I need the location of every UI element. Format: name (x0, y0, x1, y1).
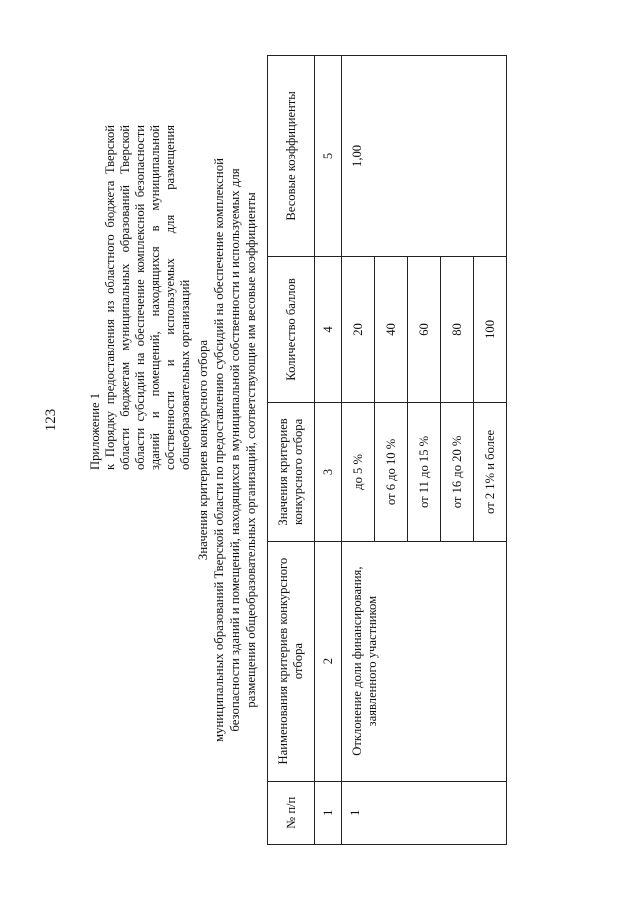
points-value: 80 (441, 256, 474, 402)
header-criterion-name: Наименования критериев конкурсного отбора (268, 541, 315, 781)
criterion-value: от 6 до 10 % (375, 403, 408, 542)
criterion-value: от 16 до 20 % (441, 403, 474, 542)
heading-title: Значения критериев конкурсного отбора (196, 339, 210, 561)
points-value: 20 (342, 256, 375, 402)
header-number: № п/п (268, 781, 315, 844)
column-number: 4 (315, 256, 342, 402)
header-criterion-values: Значения критериев конкурсного отбора (268, 403, 315, 542)
column-number: 3 (315, 403, 342, 542)
criteria-table (267, 55, 507, 845)
weight-coefficient: 1,00 (342, 56, 507, 257)
heading-subtitle: муниципальных образований Тверской области по предоставлению субсидий на обеспечение комплексной безопасности зданий и помещений, находящихся в муниципальной собственности и используемых для размещения общеобразовательных организаций, соответствующие им весовые коэффициенты (212, 158, 258, 742)
annex-block (88, 125, 193, 470)
column-number-row (315, 56, 342, 845)
row-number: 1 (342, 781, 507, 844)
column-number: 1 (315, 781, 342, 844)
table-row (342, 56, 375, 845)
rotated-page-content (78, 55, 497, 845)
header-weights: Весовые коэффициенты (268, 56, 315, 257)
criterion-value: до 5 % (342, 403, 375, 542)
document-heading (195, 55, 259, 845)
page-number: 123 (43, 408, 59, 432)
points-value: 100 (474, 256, 507, 402)
annex-text: к Порядку предоставления из областного бюджета Тверской области бюджетам муниципальных образований Тверской области субсидий на обеспечение комплексной безопасности зданий и помещений, находящихся в муниципальной собственности и используемых для размещения общеобразовательных организаций (103, 125, 192, 470)
header-points: Количество баллов (268, 256, 315, 402)
points-value: 40 (375, 256, 408, 402)
points-value: 60 (408, 256, 441, 402)
criterion-value: от 2 1% и более (474, 403, 507, 542)
criterion-value: от 11 до 15 % (408, 403, 441, 542)
table-header-row (268, 56, 315, 845)
criterion-name: Отклонение доли финансирования, заявленного участником (342, 541, 507, 781)
column-number: 2 (315, 541, 342, 781)
annex-title: Приложение 1 (88, 392, 102, 470)
column-number: 5 (315, 56, 342, 257)
